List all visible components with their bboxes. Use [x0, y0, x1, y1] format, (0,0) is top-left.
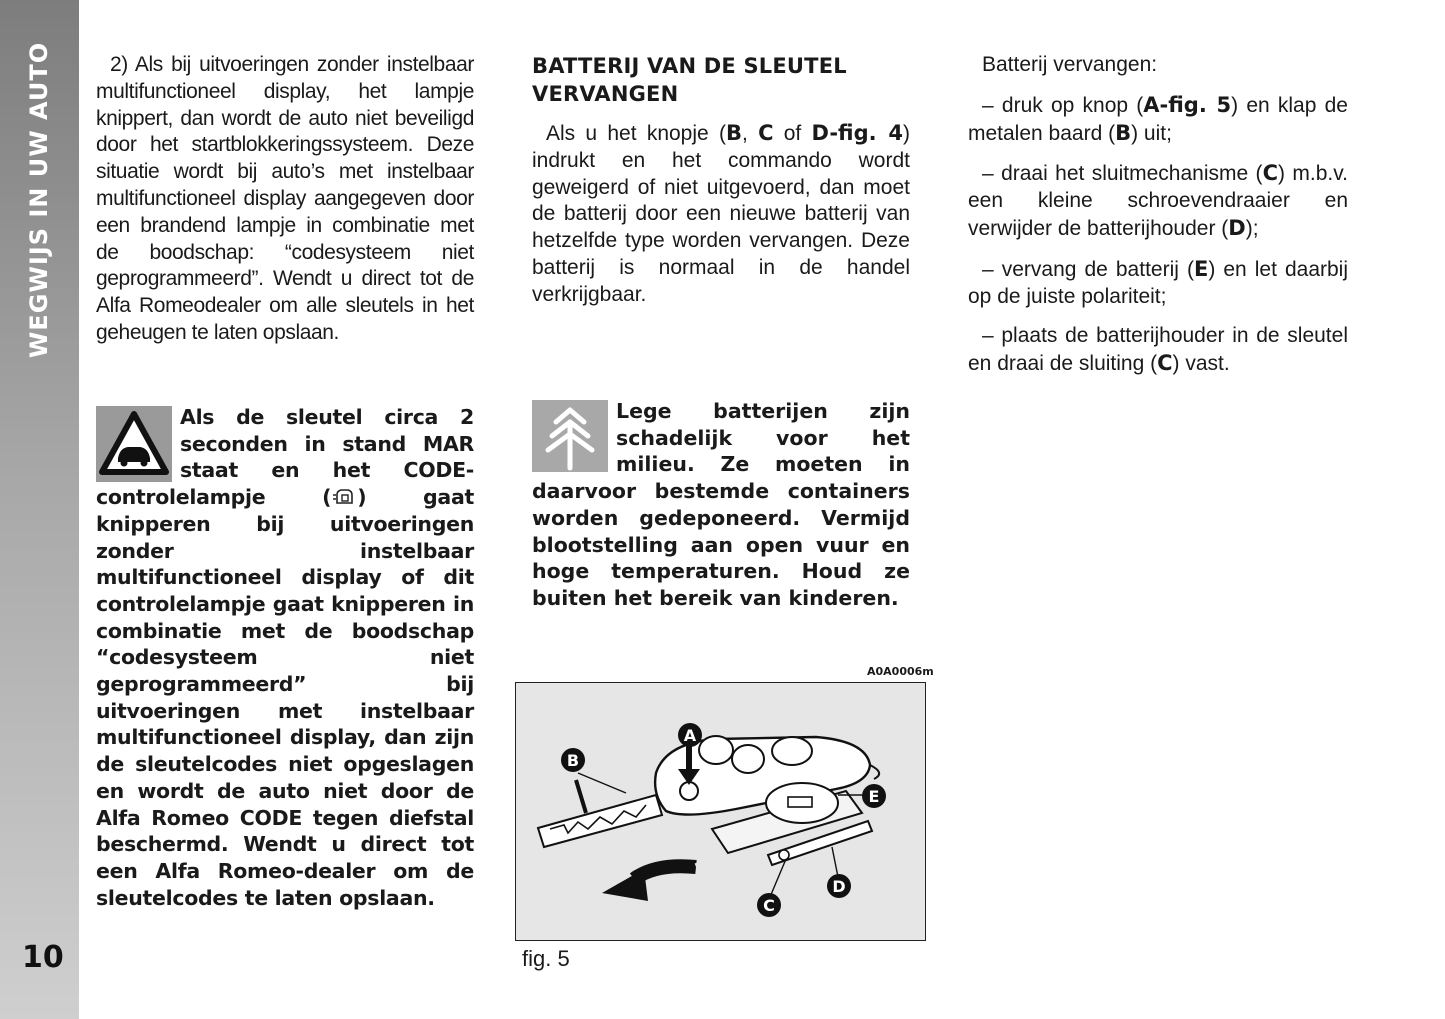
- warning-text-part1: Als de sleutel circa 2 seconden in stand MAR staat en het CODE-controlelampje (: [96, 405, 474, 510]
- key-illustration: [516, 683, 924, 939]
- environment-notice: [532, 398, 910, 612]
- label-b: [561, 748, 585, 772]
- step-2-ref-c: C: [1262, 161, 1278, 186]
- label-d-text: D: [832, 877, 846, 896]
- steps-intro: Batterij vervangen:: [982, 53, 1158, 76]
- battery-intro-paragraph: [532, 120, 910, 309]
- column-1: [96, 52, 474, 347]
- step-3-text-b: ) en let daarbij op de juiste polariteit;: [968, 257, 1349, 308]
- step-1: [968, 92, 1348, 148]
- sidebar: [0, 0, 79, 1019]
- environment-text: Lege batterijen zijn schadelijk voor het milieu. Ze moeten in daarvoor bestemde containers worden gedeponeerd. Vermijd blootstelling aan open vuur en hoge temperaturen. Houd ze buiten het bereik van kinderen.: [532, 399, 910, 610]
- warning-block: [96, 404, 474, 911]
- warning-icon: [96, 406, 172, 482]
- label-a-text: A: [683, 726, 697, 745]
- column-3: [968, 52, 1348, 391]
- step-4: [968, 323, 1348, 378]
- ref-c: C: [758, 121, 774, 145]
- page-number: 10: [22, 940, 64, 975]
- step-2-ref-d: D: [1228, 215, 1246, 240]
- code-lamp-icon: [331, 486, 357, 506]
- step-2: [968, 160, 1348, 242]
- sep-of: of: [773, 122, 812, 145]
- step-4-ref-c: C: [1157, 351, 1173, 376]
- tree-icon: [532, 400, 608, 472]
- step-3-text-a: – vervang de batterij (: [982, 257, 1194, 281]
- step-1-ref-a: A-fig. 5: [1143, 92, 1232, 117]
- sidebar-title: WEGWIJS IN UW AUTO: [25, 41, 53, 359]
- step-1-text-c: ) uit;: [1131, 121, 1172, 145]
- label-a: [678, 723, 702, 747]
- step-1-ref-b: B: [1115, 120, 1132, 145]
- column-2: [532, 52, 910, 309]
- step-1-text-b: ) en klap de metalen baard (: [968, 93, 1348, 145]
- figure-caption: fig. 5: [522, 946, 570, 971]
- intro-text-1: Als u het knopje (: [546, 122, 726, 145]
- step-2-text-b: ) m.b.v. een kleine schroevendraaier en verwijder de batterijhouder (: [968, 162, 1348, 240]
- step-4-text-b: ) vast.: [1172, 352, 1230, 376]
- step-3-ref-e: E: [1193, 256, 1209, 281]
- intro-text-2: ) indrukt en het commando wordt geweigerd of niet uitgevoerd, dan moet de batterij door een nieuwe batterij van hetzelfde type worden vervangen. Deze batterij is normaal in de handel verkrijgbaar.: [532, 122, 910, 306]
- step-4-text-a: – plaats de batterijhouder in de sleutel en draai de sluiting (: [968, 324, 1348, 376]
- label-c: [757, 893, 781, 917]
- figure-code: A0A0006m: [867, 665, 934, 678]
- heading-line-2: VERVANGEN: [532, 82, 679, 106]
- label-e-text: E: [868, 787, 880, 806]
- key-battery-figure: [515, 682, 926, 941]
- heading-line-1: BATTERIJ VAN DE SLEUTEL: [532, 54, 847, 78]
- ref-d-fig4: D-fig. 4: [811, 121, 903, 145]
- label-d: [827, 874, 851, 898]
- label-c-text: C: [763, 896, 775, 915]
- section-heading: [532, 52, 910, 108]
- step-2-text-a: – draai het sluitmechanisme (: [982, 162, 1263, 186]
- paragraph-note-2: 2) Als bij uitvoeringen zonder instelbaar multifunctioneel display, het lampje knippert, dan wordt de auto niet beveiligd door het startblokkeringssysteem. Deze situatie wordt bij auto’s met instelbaar multifunctioneel display aangegeven door een brandend lampje in combinatie met de boodschap: “codesysteem niet geprogrammeerd”. Wendt u direct tot de Alfa Romeodealer om alle sleutels in het geheugen te laten opslaan.: [96, 53, 474, 344]
- step-1-text-a: – druk op knop (: [982, 93, 1144, 117]
- warning-text-part2: ) gaat knipperen bij uitvoeringen zonder instelbaar multifunctioneel display of dit controlelampje gaat knipperen in combinatie met de boodschap “codesysteem niet geprogrammeerd” bij uitvoeringen met instelbaar multifunctioneel display, dan zijn de sleutelcodes niet opgeslagen en wordt de auto niet door de Alfa Romeo CODE tegen diefstal beschermd. Wendt u direct tot een Alfa Romeo-dealer om de sleutelcodes te laten opslaan.: [96, 485, 474, 910]
- label-e: [862, 784, 886, 808]
- ref-b: B: [725, 121, 742, 145]
- step-3: [968, 256, 1348, 311]
- sep-comma: ,: [741, 122, 759, 145]
- label-b-text: B: [566, 751, 580, 770]
- step-2-text-c: );: [1245, 216, 1259, 240]
